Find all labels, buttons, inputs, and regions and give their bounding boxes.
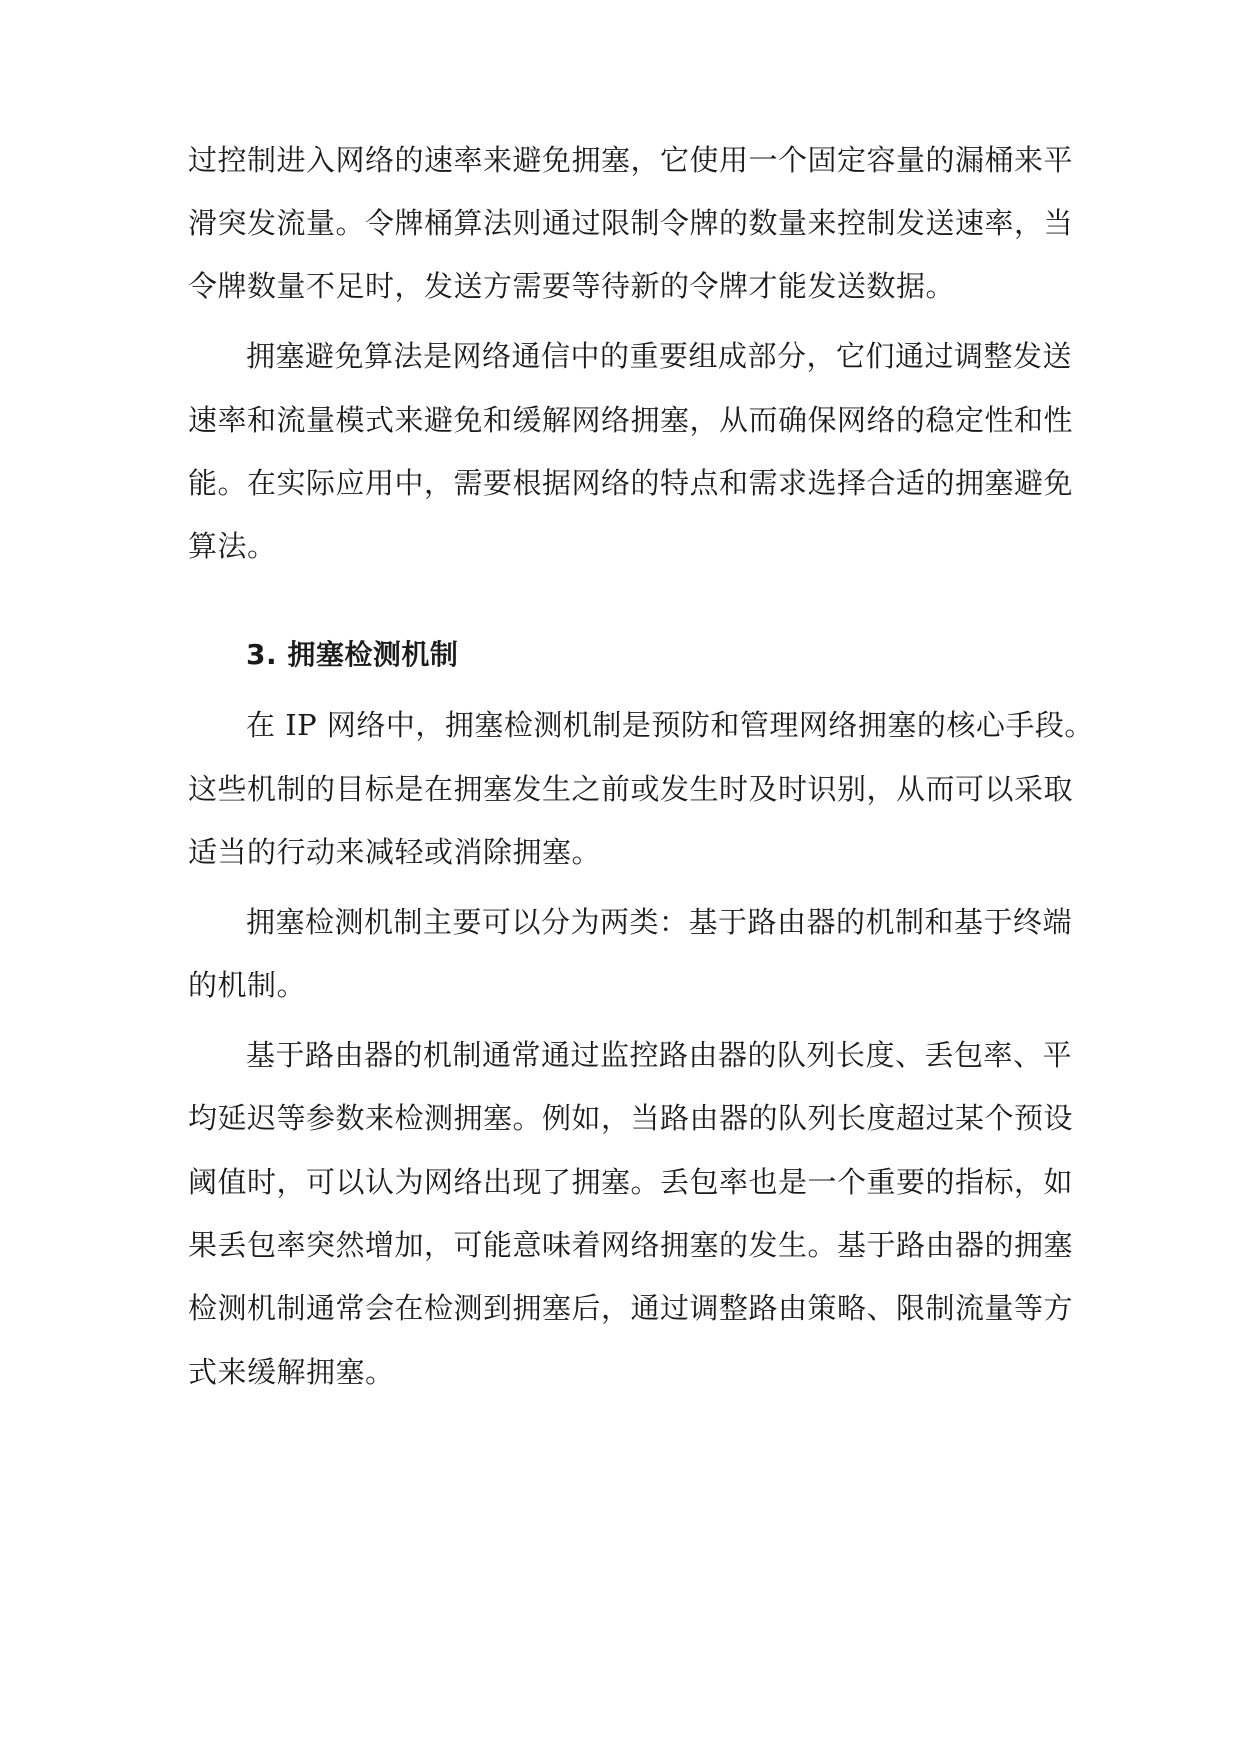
paragraph-1-line-3: 令牌数量不足时，发送方需要等待新的令牌才能发送数据。: [188, 269, 956, 303]
paragraph-2-line-4: 算法。: [188, 529, 277, 563]
paragraph-4-line-2: 的机制。: [188, 968, 307, 1002]
paragraph-3-line-3: 适当的行动来减轻或消除拥塞。: [188, 835, 602, 869]
paragraph-5-line-1: 基于路由器的机制通常通过监控路由器的队列长度、丢包率、平: [246, 1038, 1073, 1072]
paragraph-5-line-4: 果丢包率突然增加，可能意味着网络拥塞的发生。基于路由器的拥塞: [188, 1228, 1074, 1262]
paragraph-5-line-6: 式来缓解拥塞。: [188, 1355, 395, 1389]
paragraph-3-line-1: 在 IP 网络中，拥塞检测机制是预防和管理网络拥塞的核心手段。: [246, 708, 1094, 742]
paragraph-1-line-1: 过控制进入网络的速率来避免拥塞，它使用一个固定容量的漏桶来平: [188, 143, 1074, 177]
paragraph-5-line-2: 均延迟等参数来检测拥塞。例如，当路由器的队列长度超过某个预设: [188, 1101, 1074, 1135]
section-heading: 3. 拥塞检测机制: [246, 638, 459, 671]
paragraph-5-line-5: 检测机制通常会在检测到拥塞后，通过调整路由策略、限制流量等方: [188, 1291, 1074, 1325]
paragraph-5-line-3: 阈值时，可以认为网络出现了拥塞。丢包率也是一个重要的指标，如: [188, 1165, 1074, 1199]
paragraph-3-line-2: 这些机制的目标是在拥塞发生之前或发生时及时识别，从而可以采取: [188, 772, 1074, 806]
paragraph-1-line-2: 滑突发流量。令牌桶算法则通过限制令牌的数量来控制发送速率，当: [188, 206, 1074, 240]
paragraph-2-line-3: 能。在实际应用中，需要根据网络的特点和需求选择合适的拥塞避免: [188, 466, 1074, 500]
paragraph-2-line-2: 速率和流量模式来避免和缓解网络拥塞，从而确保网络的稳定性和性: [188, 403, 1074, 437]
paragraph-4-line-1: 拥塞检测机制主要可以分为两类：基于路由器的机制和基于终端: [246, 905, 1073, 939]
paragraph-2-line-1: 拥塞避免算法是网络通信中的重要组成部分，它们通过调整发送: [246, 339, 1073, 373]
